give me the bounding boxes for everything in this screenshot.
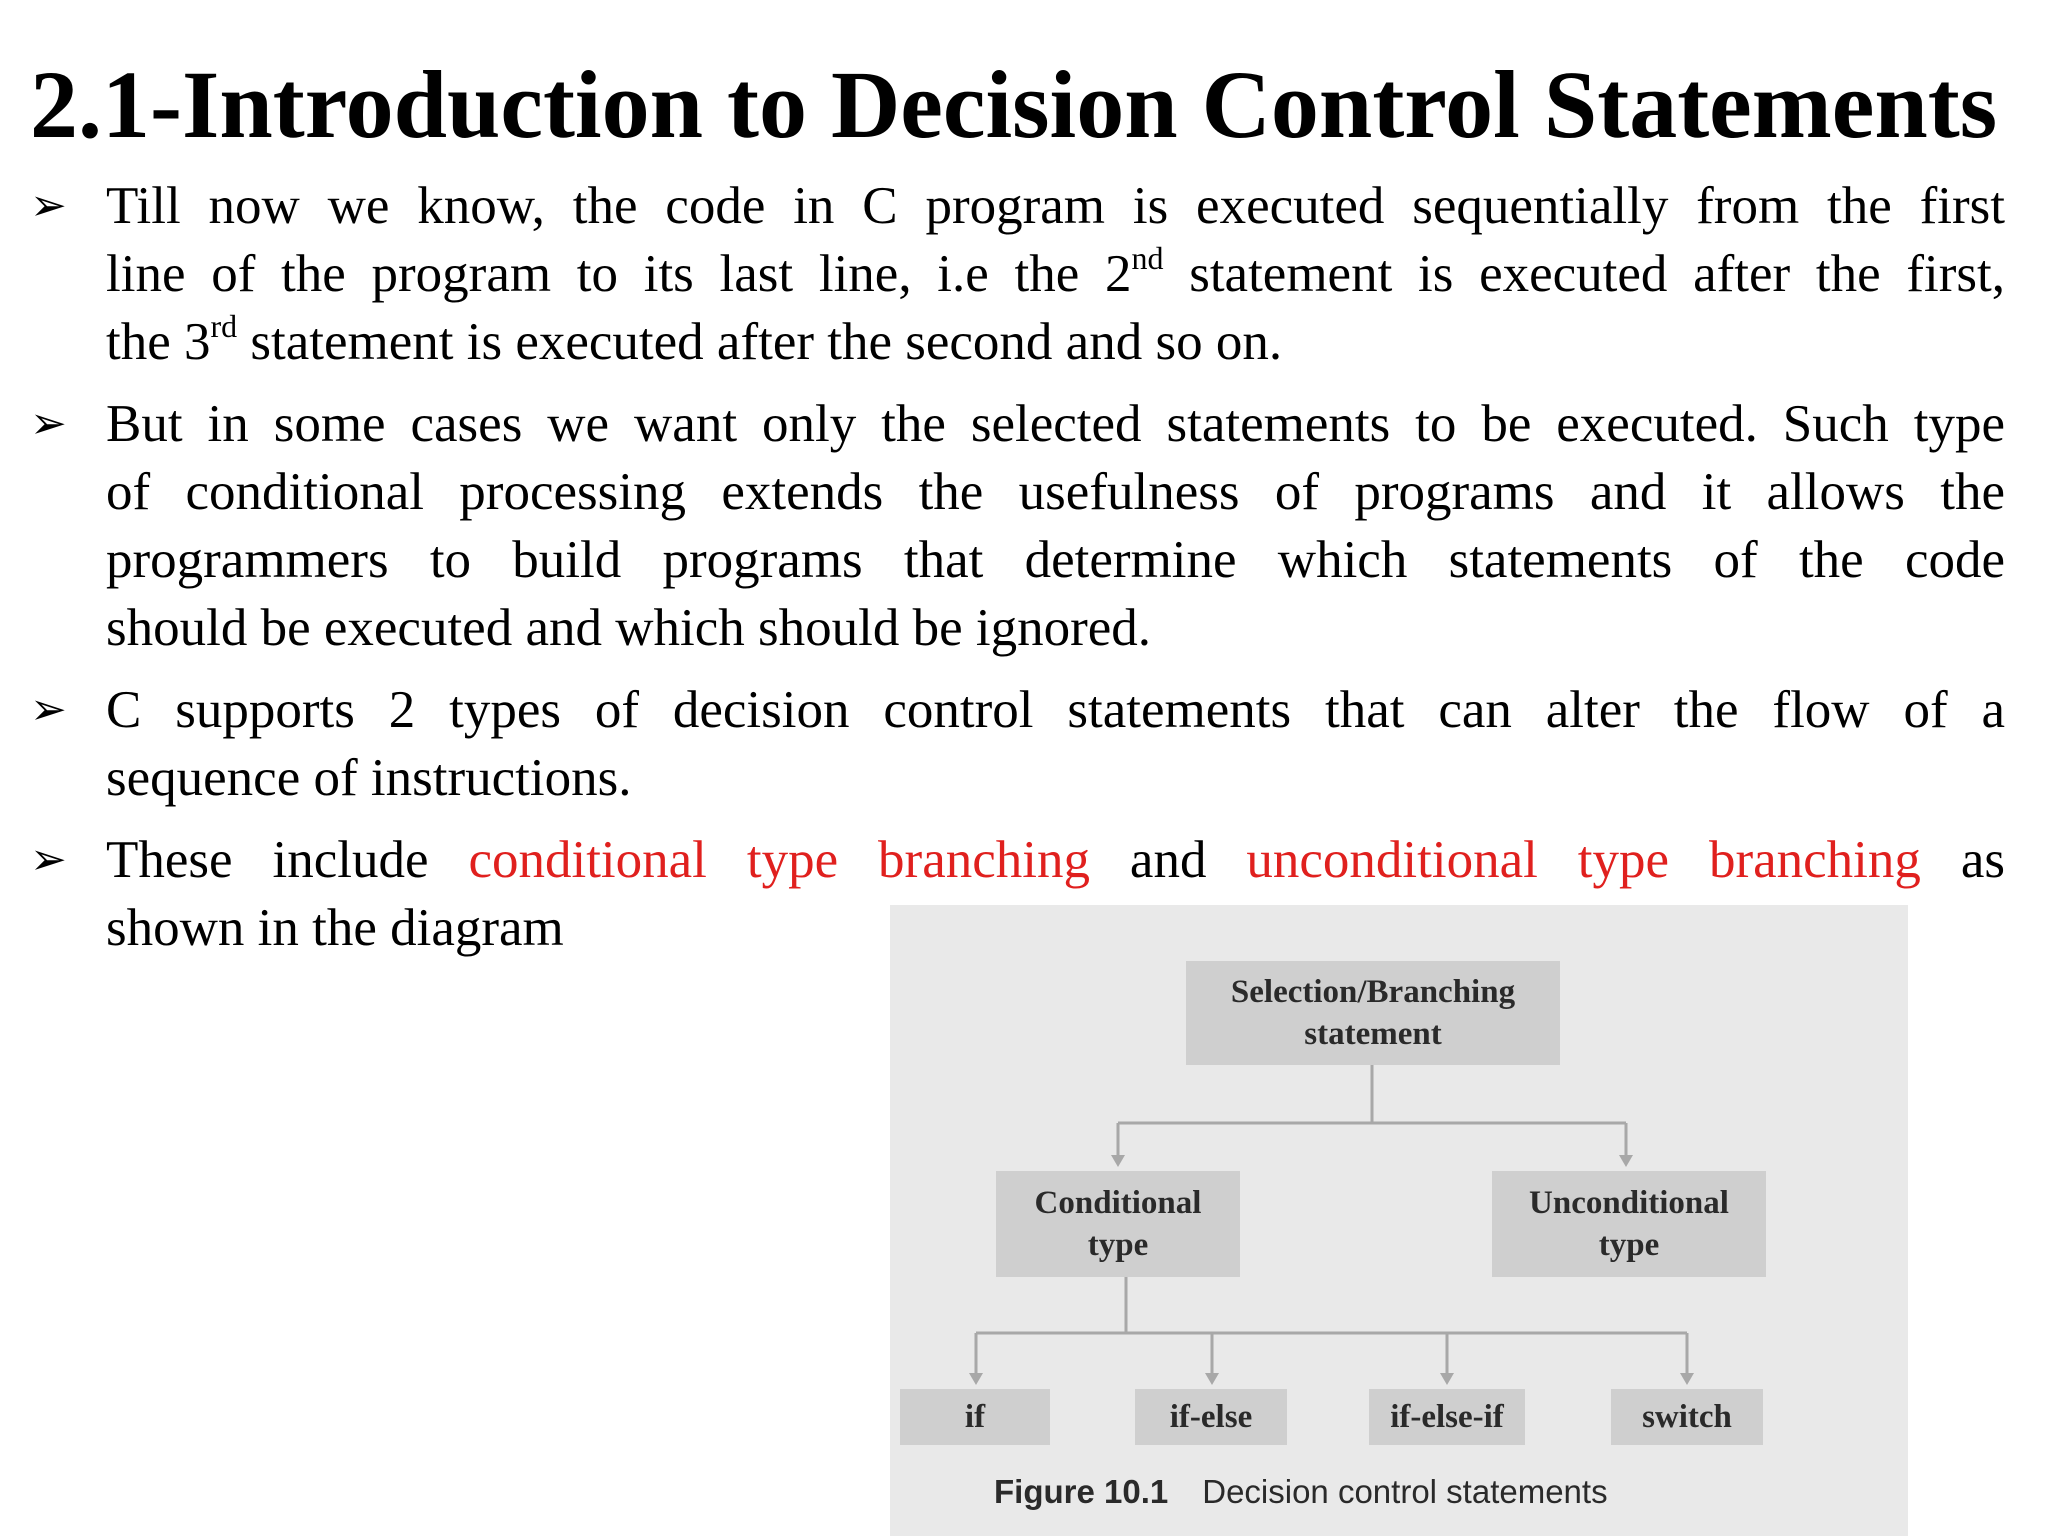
arrow-bullet-icon: ➢ [30,684,67,735]
arrow-bullet-icon: ➢ [30,834,67,885]
conditional-branching-highlight: conditional type branching [468,831,1090,889]
if-node: if [900,1389,1050,1445]
page-title: 2.1-Introduction to Decision Control Statements [30,51,1998,158]
bullet-1-line-2: line of the program to its last line, i.e the 2nd statement is executed after the first, [106,240,2006,303]
bullet-1-line-3: the 3rd statement is executed after the second and so on. [106,308,1283,371]
bullet-item-1 [30,172,2005,376]
selection-branching-node: Selection/Branching statement [1186,961,1560,1065]
figure-caption [994,1473,1608,1511]
arrow-down-icon [1680,1373,1694,1385]
arrow-bullet-icon: ➢ [30,180,67,231]
arrow-bullet-icon: ➢ [30,398,67,449]
bullet-item-2 [30,390,2005,662]
superscript-rd: rd [210,308,238,344]
bullet-2-line-4: should be executed and which should be ignored. [106,599,1152,657]
conditional-type-node: Conditional type [996,1171,1240,1277]
bullet-2-line-2: of conditional processing extends the usefulness of programs and it allows the [106,463,2005,521]
bullet-3-line-2: sequence of instructions. [106,749,632,807]
arrow-down-icon [1440,1373,1454,1385]
arrow-down-icon [1111,1155,1125,1167]
bullet-1-line-1: Till now we know, the code in C program is executed sequentially from the first [106,177,2005,235]
bullet-item-3 [30,676,2005,812]
bullet-list [30,172,2005,976]
superscript-nd: nd [1131,240,1164,276]
if-else-if-node: if-else-if [1369,1389,1525,1445]
bullet-4-line-1: These include conditional type branching and unconditional type branching as [106,831,2006,889]
decision-control-diagram [890,905,1908,1536]
arrow-down-icon [1619,1155,1633,1167]
unconditional-branching-highlight: unconditional type branching [1246,831,1921,889]
arrow-down-icon [969,1373,983,1385]
bullet-2-line-1: But in some cases we want only the selected statements to be executed. Such type [106,395,2005,453]
unconditional-type-node: Unconditional type [1492,1171,1766,1277]
if-else-node: if-else [1135,1389,1287,1445]
switch-node: switch [1611,1389,1763,1445]
arrow-down-icon [1205,1373,1219,1385]
bullet-3-line-1: C supports 2 types of decision control statements that can alter the flow of a [106,681,2005,739]
figure-caption-label: Figure 10.1 [994,1473,1169,1510]
bullet-4-line-2: shown in the diagram [106,899,564,957]
figure-caption-text: Decision control statements [1202,1473,1608,1510]
bullet-2-line-3: programmers to build programs that determine which statements of the code [106,531,2005,589]
